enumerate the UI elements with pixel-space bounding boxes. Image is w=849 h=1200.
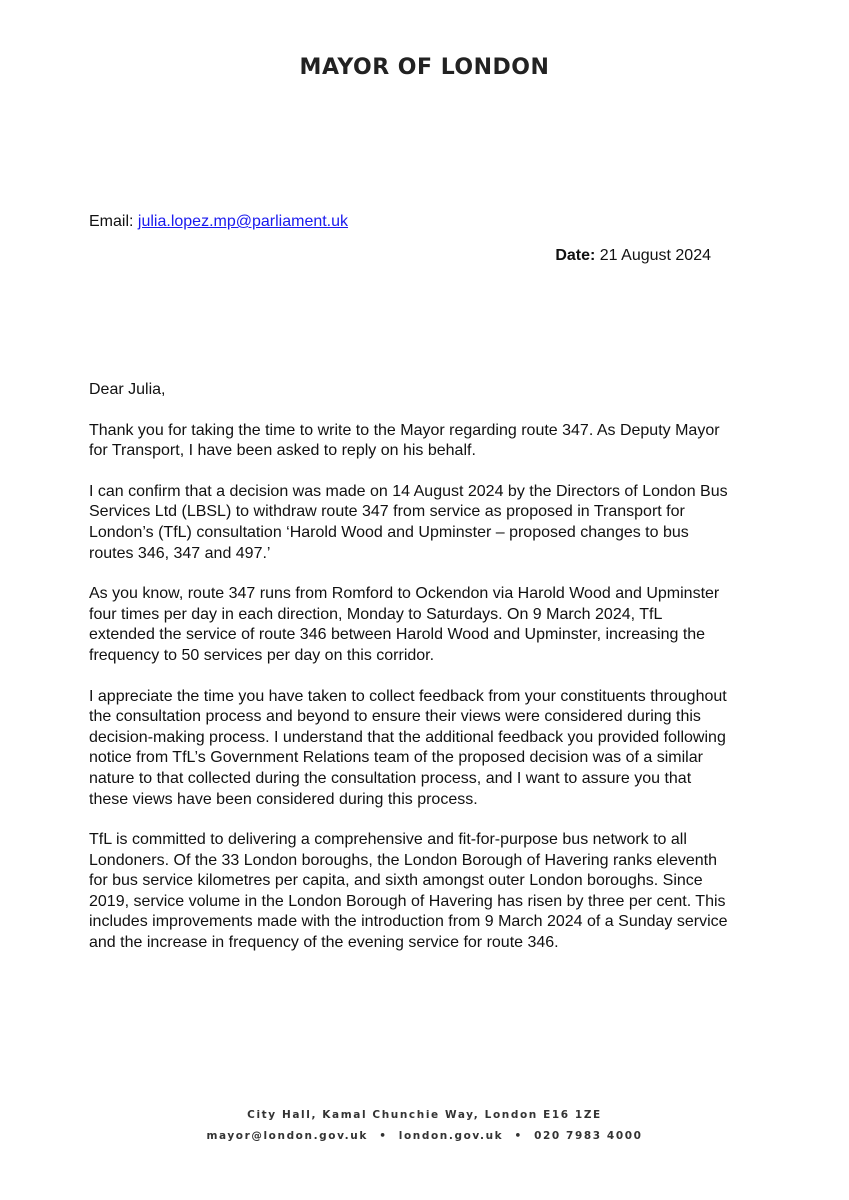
paragraph: I appreciate the time you have taken to collect feedback from your constituents throughout the consultation process and beyond to ensure their views were considered during this decision-making process. I understand that the additional feedback you provided following notice from TfL’s Government Relations team of the proposed decision was of a similar nature to that collected during the consultation process, and I want to assure you that these views have been considered during this process.: [89, 687, 727, 808]
letter-body: [89, 380, 729, 974]
footer-phone: 020 7983 4000: [534, 1130, 643, 1142]
footer: [0, 1105, 849, 1147]
footer-separator: •: [514, 1130, 523, 1142]
paragraph: As you know, route 347 runs from Romford to Ockendon via Harold Wood and Upminster four times per day in each direction, Monday to Saturdays. On 9 March 2024, TfL extended the service of route 346 between Harold Wood and Upminster, increasing the frequency to 50 services per day on this corridor.: [89, 585, 720, 664]
email-label: Email:: [89, 213, 134, 230]
date-value: 21 August 2024: [599, 247, 711, 264]
footer-contacts: [0, 1126, 849, 1147]
recipient-email-line: [89, 213, 348, 231]
paragraph: TfL is committed to delivering a comprehensive and fit-for-purpose bus network to all Londoners. Of the 33 London boroughs, the London Borough of Havering ranks eleventh for bus service kilometres per capita, and sixth amongst outer London boroughs. Since 2019, service volume in the London Borough of Havering has risen by three per cent. This includes improvements made with the introduction from 9 March 2024 of a Sunday service and the increase in frequency of the evening service for route 346.: [89, 831, 728, 952]
paragraph: Thank you for taking the time to write to the Mayor regarding route 347. As Deputy Mayor for Transport, I have been asked to reply on his behalf.: [89, 421, 720, 460]
date-line: [555, 247, 711, 265]
paragraph: I can confirm that a decision was made on 14 August 2024 by the Directors of London Bus Services Ltd (LBSL) to withdraw route 347 from service as proposed in Transport for London’s (TfL) consultation ‘Harold Wood and Upminster – proposed changes to bus routes 346, 347 and 497.’: [89, 482, 728, 562]
footer-separator: •: [379, 1130, 388, 1142]
letterhead-title: MAYOR OF LONDON: [299, 55, 550, 80]
recipient-email-link[interactable]: julia.lopez.mp@parliament.uk: [137, 213, 349, 230]
salutation: Dear Julia,: [89, 381, 166, 398]
footer-website: london.gov.uk: [398, 1130, 504, 1142]
footer-email: mayor@london.gov.uk: [206, 1130, 368, 1142]
date-label: Date:: [555, 247, 596, 264]
footer-address: City Hall, Kamal Chunchie Way, London E16 1ZE: [247, 1109, 602, 1121]
